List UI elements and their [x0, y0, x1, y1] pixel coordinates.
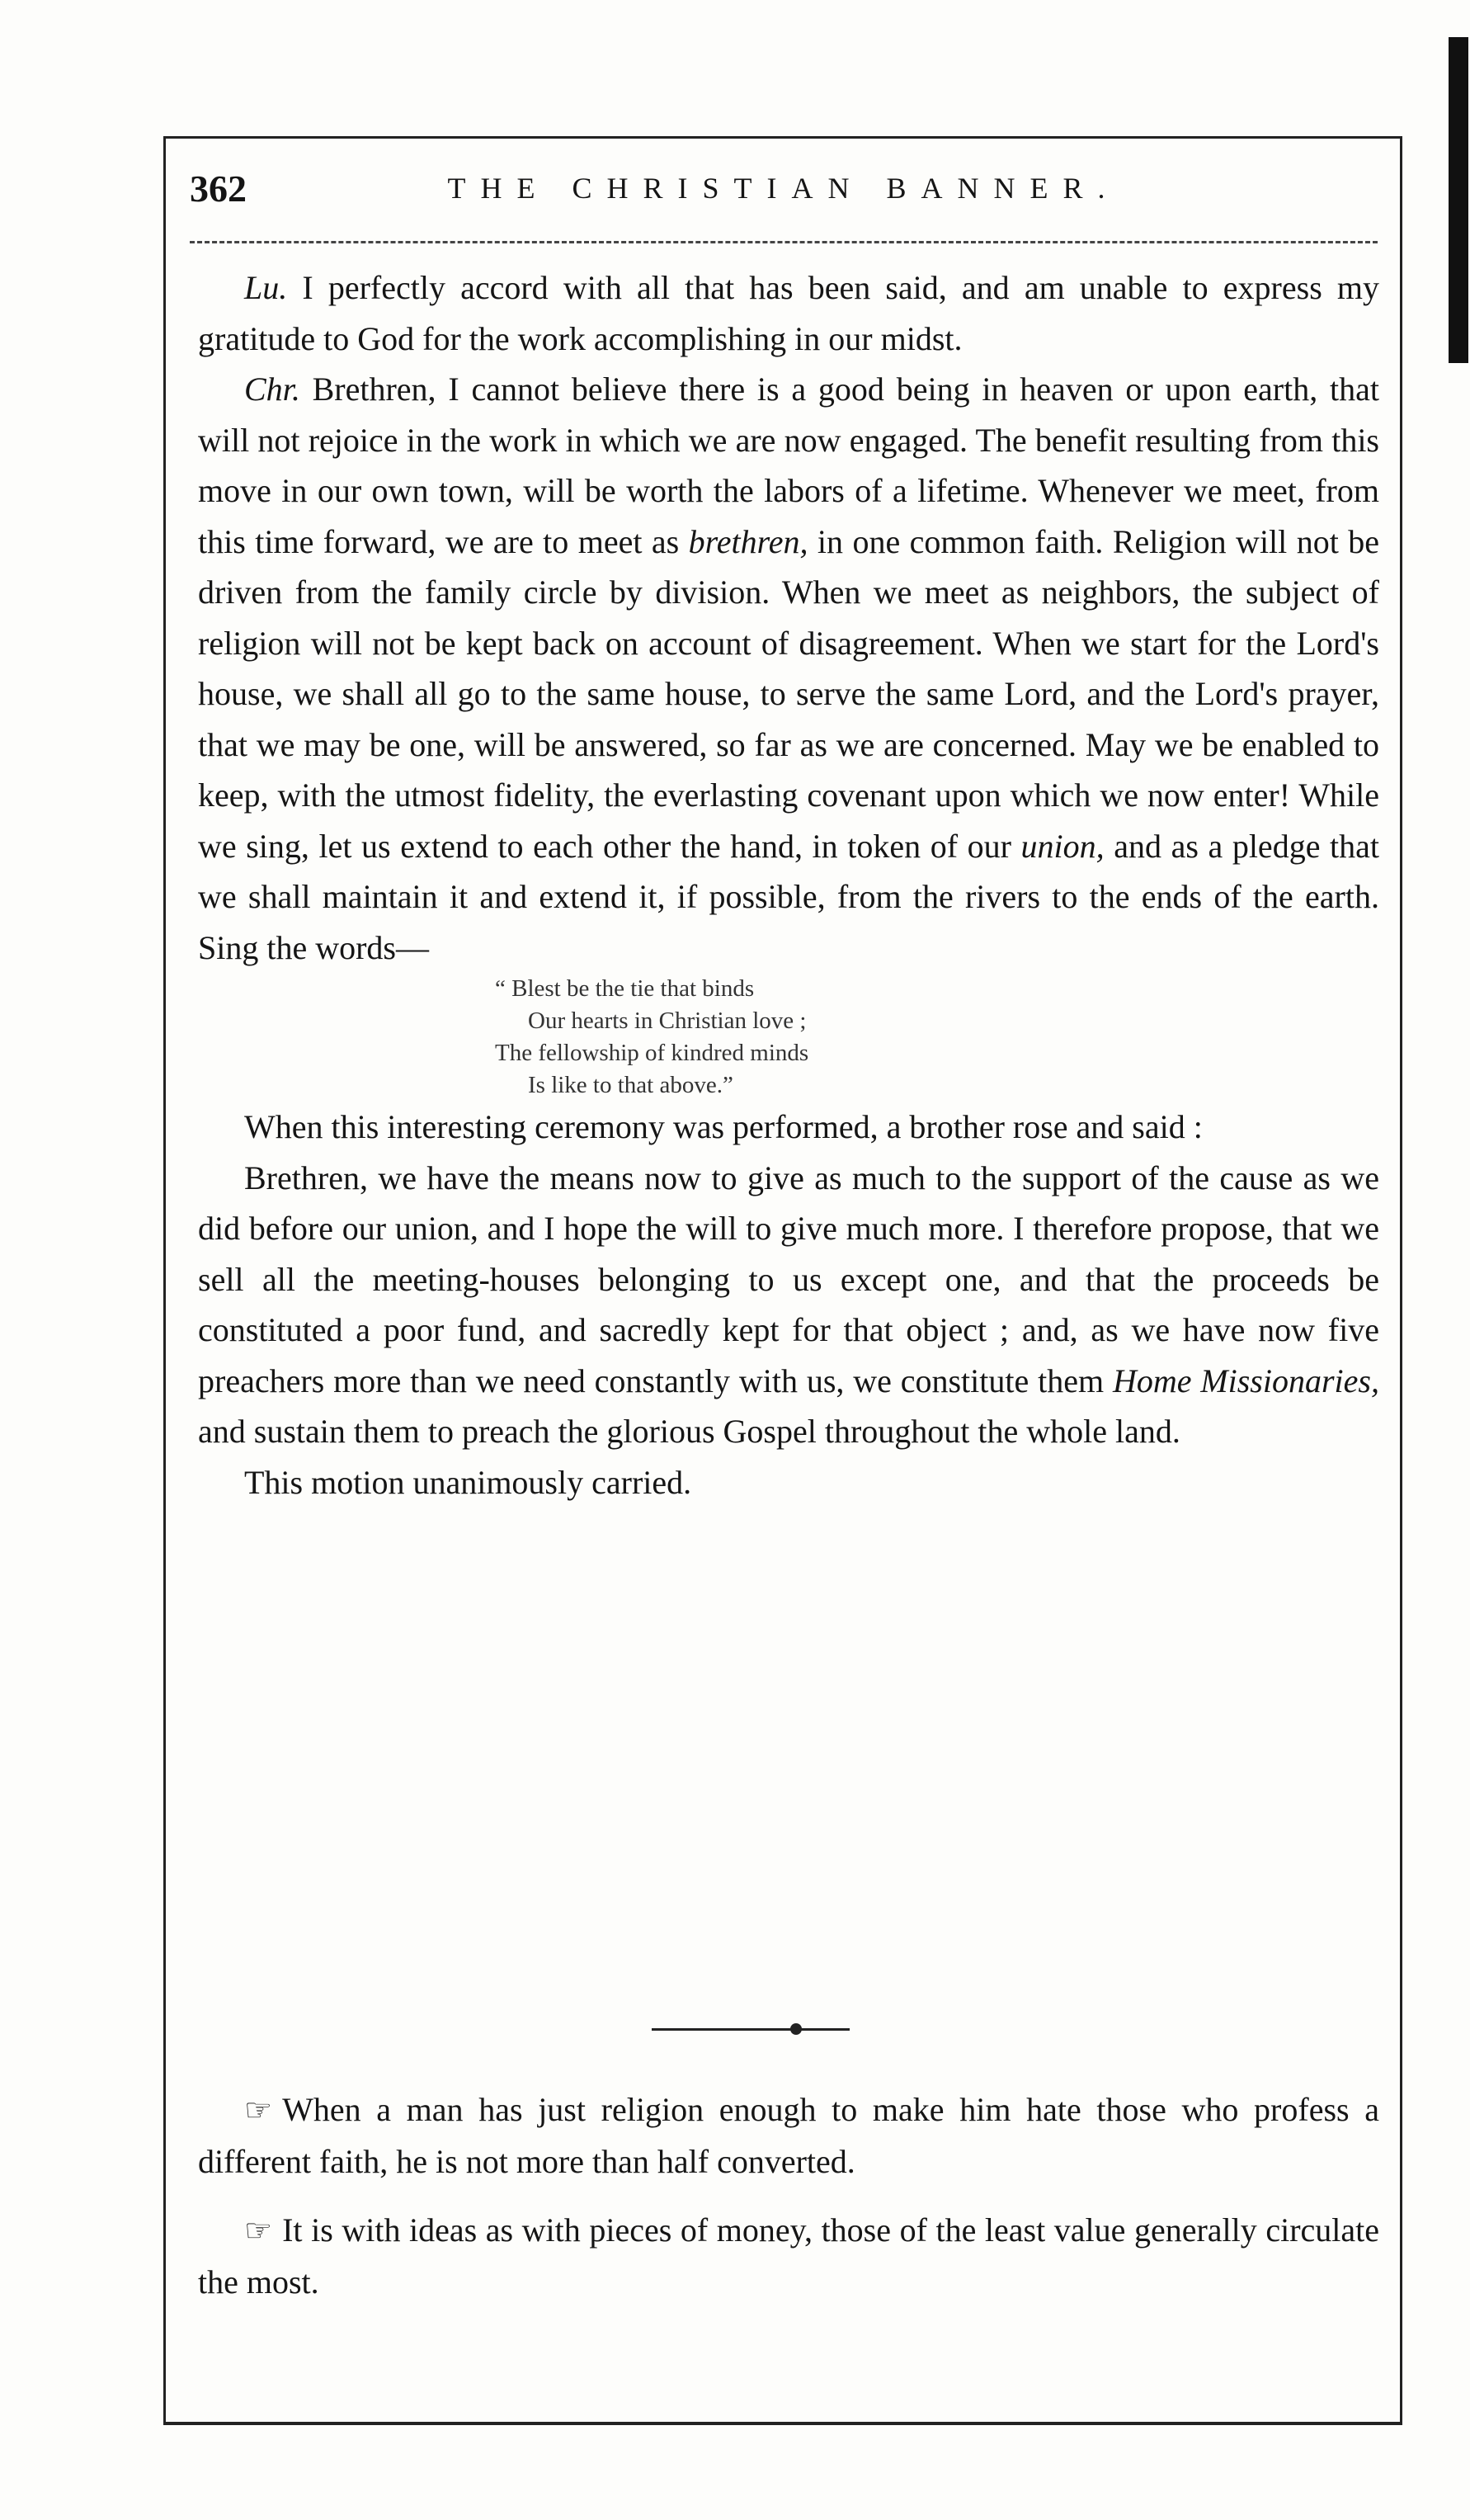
lu-paragraph — [198, 262, 1379, 364]
scan-edge-bar — [1449, 37, 1468, 363]
divider-ornament — [790, 2023, 802, 2035]
note-text: When a man has just religion enough to make him hate those who profess a different faith, he is not more than half converted. — [198, 2091, 1379, 2180]
note-item — [198, 2205, 1379, 2307]
pointing-hand-icon: ☞ — [244, 2212, 273, 2249]
proposal-text-1: Brethren, we have the means now to give as much to the support of the cause as we did before our union, and I hope the will to give much more. I therefore propose, that we sell all the meeting-houses belonging to us except one, and that the proceeds be constituted a poor fund, and sacredly kept for that object ; and, as we have now five preachers more than we need constantly with us, we constitute them — [198, 1159, 1379, 1399]
note-item — [198, 2084, 1379, 2187]
proposal-text-2: and sustain them to preach the glorious Gospel throughout the whole land. — [198, 1413, 1180, 1450]
page-number: 362 — [190, 167, 247, 210]
page-header — [190, 163, 1378, 213]
notes-section — [198, 2084, 1379, 2325]
ceremony-paragraph: When this interesting ceremony was performed, a brother rose and said : — [244, 1108, 1203, 1145]
chr-text-1: Brethren, I cannot believe there is a good being in heaven or upon earth, that will not rejoice in the work in which we are now engaged. The benefit resulting from this move in our own town, will be worth the labors of a lifetime. Whenever we meet, from this time forward, we are to meet as — [198, 370, 1379, 560]
proposal-emphasis: Home Missionaries, — [1112, 1361, 1379, 1399]
header-rule — [190, 241, 1378, 243]
speaker-lu: Lu. — [244, 269, 288, 306]
hymn-verse — [495, 973, 1379, 1102]
chr-emphasis-union: union, — [1020, 827, 1105, 865]
hymn-line: The fellowship of kindred minds — [495, 1040, 809, 1066]
section-divider — [652, 2028, 850, 2031]
hymn-line: “ Blest be the tie that binds — [495, 975, 755, 1002]
lu-text: I perfectly accord with all that has been said, and am unable to express my gratitude to God for the work accomplishing in our midst. — [198, 269, 1380, 357]
speaker-chr: Chr. — [244, 370, 300, 408]
hymn-line: Our hearts in Christian love ; — [528, 1008, 807, 1034]
article-body — [198, 262, 1379, 1508]
hymn-line: Is like to that above.” — [528, 1072, 733, 1098]
chr-paragraph — [198, 364, 1379, 973]
chr-emphasis-brethren: brethren, — [688, 522, 808, 560]
motion-paragraph: This motion unanimously carried. — [244, 1463, 692, 1501]
running-title: THE CHRISTIAN BANNER. — [447, 172, 1120, 205]
chr-text-3: and as a pledge that we shall maintain it and extend it, if possible, from the rivers to the ends of the earth. Sing the words— — [198, 827, 1380, 966]
note-text: It is with ideas as with pieces of money, those of the least value generally circulate the most. — [198, 2211, 1379, 2301]
pointing-hand-icon: ☞ — [244, 2092, 273, 2128]
chr-text-2: in one common faith. Religion will not be driven from the family circle by division. When we meet as neighbors, the subject of religion will not be kept back on account of disagreement. When we start for the Lord's house, we shall all go to the same house, to serve the same Lord, and the Lord's prayer, that we may be one, will be answered, so far as we are concerned. May we be enabled to keep, with the utmost fidelity, the everlasting covenant upon which we now enter! While we sing, let us extend to each other the hand, in token of our — [198, 522, 1380, 865]
proposal-paragraph — [198, 1153, 1379, 1457]
